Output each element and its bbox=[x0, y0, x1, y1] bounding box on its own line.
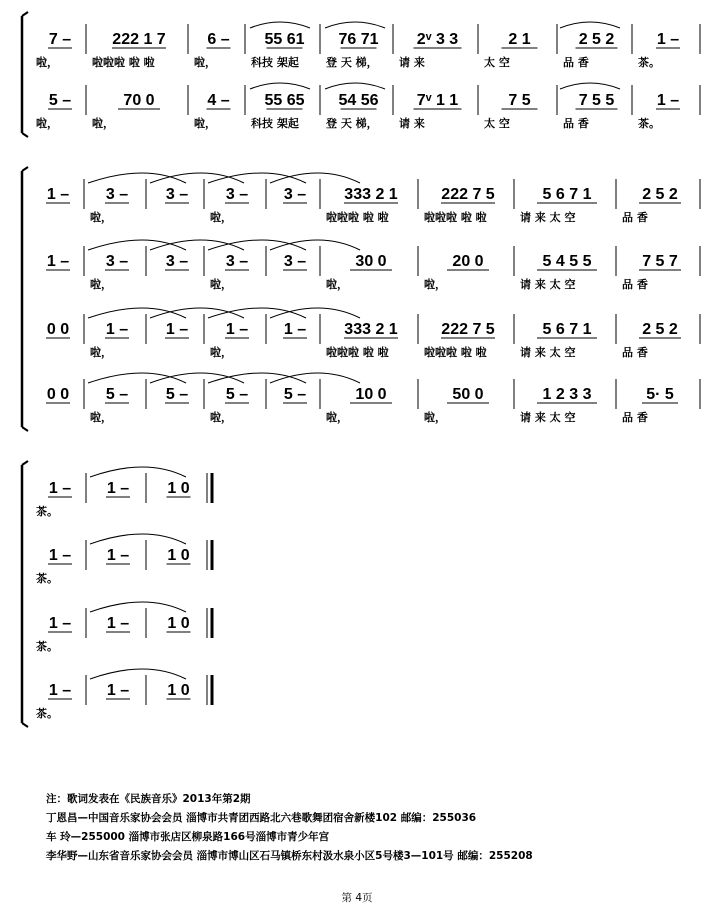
tie-arc bbox=[88, 373, 186, 383]
jianpu-notes: 55 65 bbox=[264, 92, 305, 109]
jianpu-notes: 3 – bbox=[283, 186, 307, 203]
tie-arc bbox=[270, 373, 360, 383]
jianpu-notes: 1 0 bbox=[167, 615, 190, 632]
jianpu-notes: 2 5 2 bbox=[578, 31, 615, 48]
lyrics-text: 啦， bbox=[210, 411, 232, 424]
tie-arc bbox=[90, 602, 186, 612]
jianpu-notes: 2 5 2 bbox=[642, 321, 678, 338]
jianpu-notes: 20 0 bbox=[452, 253, 484, 270]
lyrics-text: 啦， bbox=[424, 411, 446, 424]
tie-arc bbox=[150, 173, 244, 183]
lyrics-text: 科技 架起 bbox=[251, 117, 299, 130]
lyrics-text: 请 来 太 空 bbox=[520, 278, 576, 291]
lyrics-text: 啦， bbox=[194, 56, 216, 69]
lyrics-text: 啦， bbox=[326, 278, 348, 291]
jianpu-notes: 5· 5 bbox=[646, 386, 674, 403]
lyrics-text: 登 天 梯， bbox=[326, 56, 378, 69]
jianpu-notes: 10 0 bbox=[355, 386, 387, 403]
lyrics-text: 茶。 bbox=[638, 117, 660, 130]
jianpu-notes: 7 – bbox=[48, 31, 72, 48]
jianpu-notes: 7ᵛ 1 1 bbox=[416, 92, 459, 109]
jianpu-notes: 6 – bbox=[207, 31, 230, 48]
lyrics-text: 啦， bbox=[194, 117, 216, 130]
jianpu-notes: 2 5 2 bbox=[642, 186, 678, 203]
tie-arc bbox=[90, 669, 186, 679]
author-line-1: 丁恩昌—中国音乐家协会会员 淄博市共青团西路北六巷歌舞团宿舍新楼102 邮编：255036 bbox=[46, 812, 477, 824]
publication-note: 注：歌词发表在《民族音乐》2013年第2期 bbox=[46, 793, 251, 805]
tie-arc bbox=[270, 308, 360, 318]
jianpu-notes: 3 – bbox=[225, 253, 249, 270]
jianpu-notes: 7 5 5 bbox=[578, 92, 615, 109]
lyrics-text: 啦， bbox=[210, 211, 232, 224]
jianpu-notes: 3 – bbox=[165, 186, 189, 203]
tie-arc bbox=[88, 308, 186, 318]
lyrics-text: 啦啦啦 啦 啦 bbox=[424, 211, 487, 224]
system-bracket-bottom bbox=[22, 427, 28, 431]
lyrics-text: 请 来 太 空 bbox=[520, 346, 576, 359]
jianpu-notes: 3 – bbox=[225, 186, 249, 203]
jianpu-notes: 222 7 5 bbox=[441, 321, 495, 338]
jianpu-notes: 1 – bbox=[106, 615, 130, 632]
jianpu-notes: 0 0 bbox=[46, 321, 70, 338]
tie-arc bbox=[270, 240, 360, 250]
jianpu-notes: 1 – bbox=[48, 615, 72, 632]
jianpu-notes: 1 0 bbox=[167, 480, 190, 497]
slur-arc bbox=[560, 83, 620, 89]
jianpu-notes: 1 0 bbox=[167, 682, 190, 699]
jianpu-notes: 1 – bbox=[656, 92, 680, 109]
jianpu-notes: 2 1 bbox=[508, 31, 531, 48]
lyrics-text: 啦， bbox=[210, 278, 232, 291]
lyrics-text: 啦， bbox=[90, 411, 112, 424]
author-line-3: 李华野—山东省音乐家协会会员 淄博市博山区石马镇桥东村汲水泉小区5号楼3—101号 邮编：255208 bbox=[46, 850, 533, 862]
system-bracket-bottom bbox=[22, 723, 28, 727]
jianpu-notes: 3 – bbox=[105, 253, 129, 270]
page-number: 第 4页 bbox=[341, 892, 373, 904]
tie-arc bbox=[208, 240, 306, 250]
lyrics-text: 啦啦啦 啦 啦 bbox=[326, 211, 389, 224]
jianpu-notes: 5 – bbox=[225, 386, 249, 403]
jianpu-notes: 1 – bbox=[46, 186, 70, 203]
tie-arc bbox=[150, 373, 244, 383]
tie-arc bbox=[208, 308, 306, 318]
jianpu-notes: 5 6 7 1 bbox=[542, 321, 592, 338]
jianpu-notes: 5 – bbox=[165, 386, 189, 403]
system-bracket-bottom bbox=[22, 133, 28, 137]
jianpu-notes: 5 4 5 5 bbox=[542, 253, 592, 270]
jianpu-notes: 1 – bbox=[225, 321, 249, 338]
jianpu-notes: 1 – bbox=[46, 253, 70, 270]
lyrics-text: 啦， bbox=[90, 278, 112, 291]
jianpu-notes: 2ᵛ 3 3 bbox=[416, 31, 459, 48]
jianpu-notes: 222 1 7 bbox=[112, 31, 166, 48]
lyrics-text: 品 香 bbox=[622, 346, 648, 359]
system-bracket-top bbox=[22, 167, 28, 171]
tie-arc bbox=[88, 240, 186, 250]
jianpu-notes: 1 – bbox=[656, 31, 680, 48]
lyrics-text: 啦， bbox=[210, 346, 232, 359]
jianpu-notes: 1 – bbox=[48, 480, 72, 497]
jianpu-notes: 4 – bbox=[207, 92, 230, 109]
lyrics-text: 太 空 bbox=[484, 117, 510, 130]
jianpu-notes: 70 0 bbox=[123, 92, 155, 109]
lyrics-text: 茶。 bbox=[36, 572, 58, 585]
jianpu-notes: 1 – bbox=[165, 321, 189, 338]
tie-arc bbox=[90, 467, 186, 477]
author-line-2: 车 玲—255000 淄博市张店区柳泉路166号淄博市青少年宫 bbox=[46, 831, 330, 843]
lyrics-text: 啦， bbox=[90, 346, 112, 359]
lyrics-text: 请 来 太 空 bbox=[520, 411, 576, 424]
tie-arc bbox=[90, 534, 186, 544]
jianpu-notes: 1 – bbox=[48, 547, 72, 564]
jianpu-notes: 5 6 7 1 bbox=[542, 186, 592, 203]
slur-arc bbox=[250, 83, 310, 89]
jianpu-notes: 3 – bbox=[283, 253, 307, 270]
jianpu-notes: 1 – bbox=[106, 682, 130, 699]
tie-arc bbox=[270, 173, 360, 183]
lyrics-text: 啦啦啦 啦 啦 bbox=[424, 346, 487, 359]
lyrics-text: 请 来 bbox=[399, 117, 425, 130]
lyrics-text: 品 香 bbox=[563, 117, 589, 130]
system-bracket-top bbox=[22, 461, 28, 465]
lyrics-text: 品 香 bbox=[563, 56, 589, 69]
jianpu-notes: 30 0 bbox=[355, 253, 387, 270]
jianpu-notes: 55 61 bbox=[264, 31, 305, 48]
jianpu-notes: 5 – bbox=[105, 386, 129, 403]
jianpu-notes: 1 – bbox=[106, 547, 130, 564]
jianpu-notes: 1 – bbox=[106, 480, 130, 497]
lyrics-text: 品 香 bbox=[622, 411, 648, 424]
jianpu-notes: 333 2 1 bbox=[344, 321, 398, 338]
slur-arc bbox=[560, 22, 620, 28]
lyrics-text: 太 空 bbox=[484, 56, 510, 69]
system-bracket-top bbox=[22, 12, 28, 16]
slur-arc bbox=[325, 83, 385, 89]
tie-arc bbox=[88, 173, 186, 183]
slur-arc bbox=[250, 22, 310, 28]
jianpu-notes: 5 – bbox=[48, 92, 72, 109]
jianpu-notes: 76 71 bbox=[338, 31, 379, 48]
jianpu-notes: 1 0 bbox=[167, 547, 190, 564]
tie-arc bbox=[208, 173, 306, 183]
jianpu-notes: 1 2 3 3 bbox=[542, 386, 592, 403]
lyrics-text: 啦， bbox=[326, 411, 348, 424]
lyrics-text: 品 香 bbox=[622, 211, 648, 224]
lyrics-text: 啦， bbox=[424, 278, 446, 291]
jianpu-notes: 333 2 1 bbox=[344, 186, 398, 203]
jianpu-notes: 7 5 7 bbox=[642, 253, 678, 270]
lyrics-text: 啦， bbox=[90, 211, 112, 224]
lyrics-text: 啦啦啦 啦 啦 bbox=[326, 346, 389, 359]
jianpu-notes: 1 – bbox=[48, 682, 72, 699]
lyrics-text: 请 来 bbox=[399, 56, 425, 69]
lyrics-text: 茶。 bbox=[36, 640, 58, 653]
jianpu-notes: 54 56 bbox=[338, 92, 379, 109]
slur-arc bbox=[325, 22, 385, 28]
lyrics-text: 茶。 bbox=[638, 56, 660, 69]
jianpu-notes: 5 – bbox=[283, 386, 307, 403]
lyrics-text: 啦， bbox=[36, 117, 58, 130]
lyrics-text: 登 天 梯， bbox=[326, 117, 378, 130]
lyrics-text: 茶。 bbox=[36, 505, 58, 518]
jianpu-notes: 1 – bbox=[105, 321, 129, 338]
lyrics-text: 啦， bbox=[36, 56, 58, 69]
tie-arc bbox=[150, 308, 244, 318]
jianpu-notes: 1 – bbox=[283, 321, 307, 338]
footer-notes bbox=[46, 790, 706, 866]
jianpu-notes: 222 7 5 bbox=[441, 186, 495, 203]
lyrics-text: 茶。 bbox=[36, 707, 58, 720]
jianpu-notes: 0 0 bbox=[46, 386, 70, 403]
lyrics-text: 科技 架起 bbox=[251, 56, 299, 69]
lyrics-text: 啦， bbox=[92, 117, 114, 130]
lyrics-text: 品 香 bbox=[622, 278, 648, 291]
jianpu-notes: 3 – bbox=[105, 186, 129, 203]
jianpu-notes: 50 0 bbox=[452, 386, 484, 403]
tie-arc bbox=[150, 240, 244, 250]
jianpu-notes: 3 – bbox=[165, 253, 189, 270]
tie-arc bbox=[208, 373, 306, 383]
lyrics-text: 请 来 太 空 bbox=[520, 211, 576, 224]
lyrics-text: 啦啦啦 啦 啦 bbox=[92, 56, 155, 69]
jianpu-notes: 7 5 bbox=[508, 92, 531, 109]
